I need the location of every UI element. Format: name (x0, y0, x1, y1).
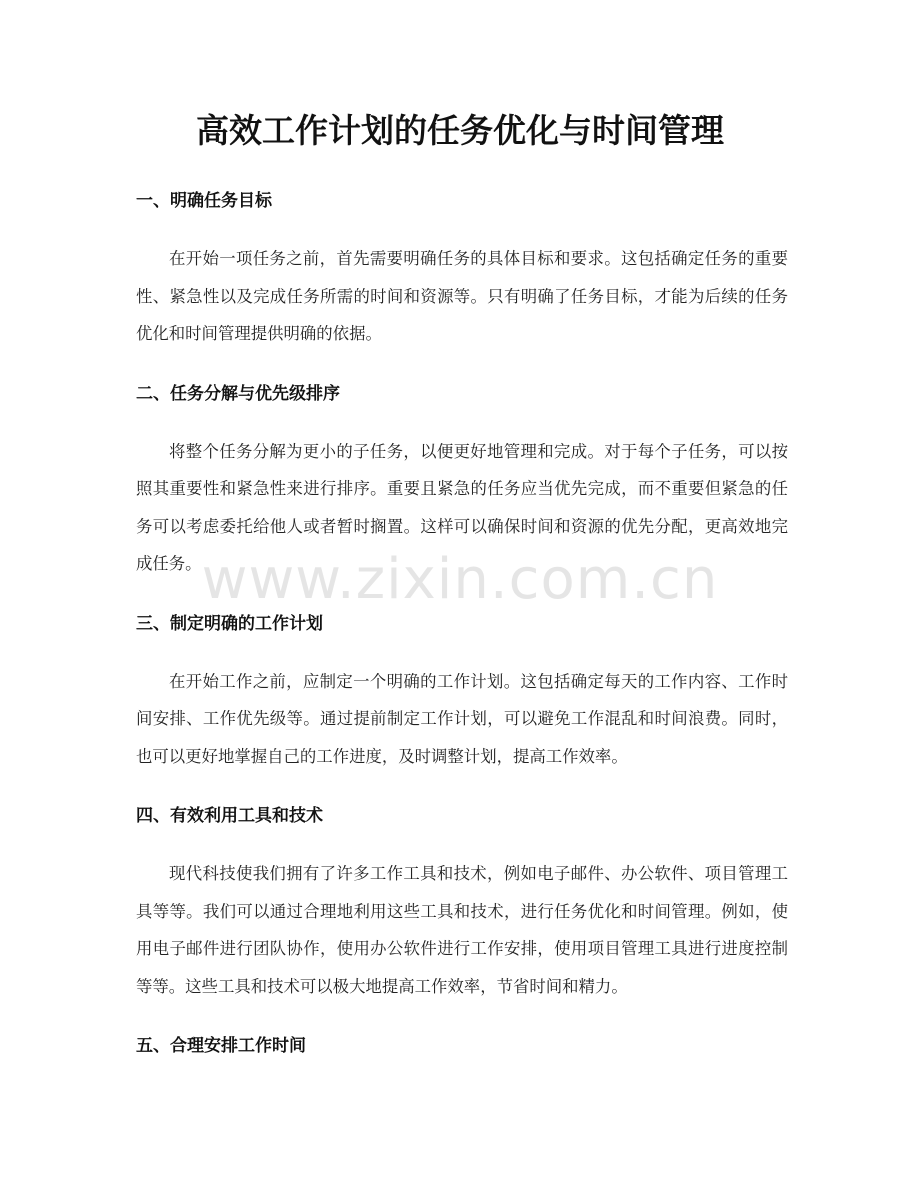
section-heading: 二、任务分解与优先级排序 (136, 383, 340, 404)
section-2 (136, 379, 788, 583)
section-paragraph: 在开始工作之前，应制定一个明确的工作计划。这包括确定每天的工作内容、工作时间安排、工作优先级等。通过提前制定工作计划，可以避免工作混乱和时间浪费。同时，也可以更好地掌握自己的工作进度，及时调整计划，提高工作效率。 (136, 671, 788, 766)
section-paragraph: 在开始一项任务之前，首先需要明确任务的具体目标和要求。这包括确定任务的重要性、紧急性以及完成任务所需的时间和资源等。只有明确了任务目标，才能为后续的任务优化和时间管理提供明确的依据。 (136, 249, 788, 343)
section-heading: 一、明确任务目标 (136, 191, 272, 211)
document-title: 高效工作计划的任务优化与时间管理 (196, 111, 724, 150)
document-content (136, 186, 788, 1085)
section-1 (136, 186, 788, 353)
section-paragraph: 将整个任务分解为更小的子任务，以便更好地管理和完成。对于每个子任务，可以按照其重要性和紧急性来进行排序。重要且紧急的任务应当优先完成，而不重要但紧急的任务可以考虑委托给他人或者暂时搁置。这样可以确保时间和资源的优先分配，更高效地完成任务。 (136, 441, 788, 573)
watermark-text: www.zixin.com.cn (201, 547, 719, 612)
section-3 (136, 609, 788, 776)
section-heading: 五、合理安排工作时间 (136, 1036, 306, 1056)
section-heading: 四、有效利用工具和技术 (136, 806, 323, 826)
section-paragraph: 现代科技使我们拥有了许多工作工具和技术，例如电子邮件、办公软件、项目管理工具等等。我们可以通过合理地利用这些工具和技术，进行任务优化和时间管理。例如，使用电子邮件进行团队协作，使用办公软件进行工作安排，使用项目管理工具进行进度控制等等。这些工具和技术可以极大地提高工作效率，节省时间和精力。 (136, 864, 788, 996)
section-4 (136, 801, 788, 1005)
section-heading: 三、制定明确的工作计划 (136, 613, 323, 634)
section-5 (136, 1031, 788, 1061)
